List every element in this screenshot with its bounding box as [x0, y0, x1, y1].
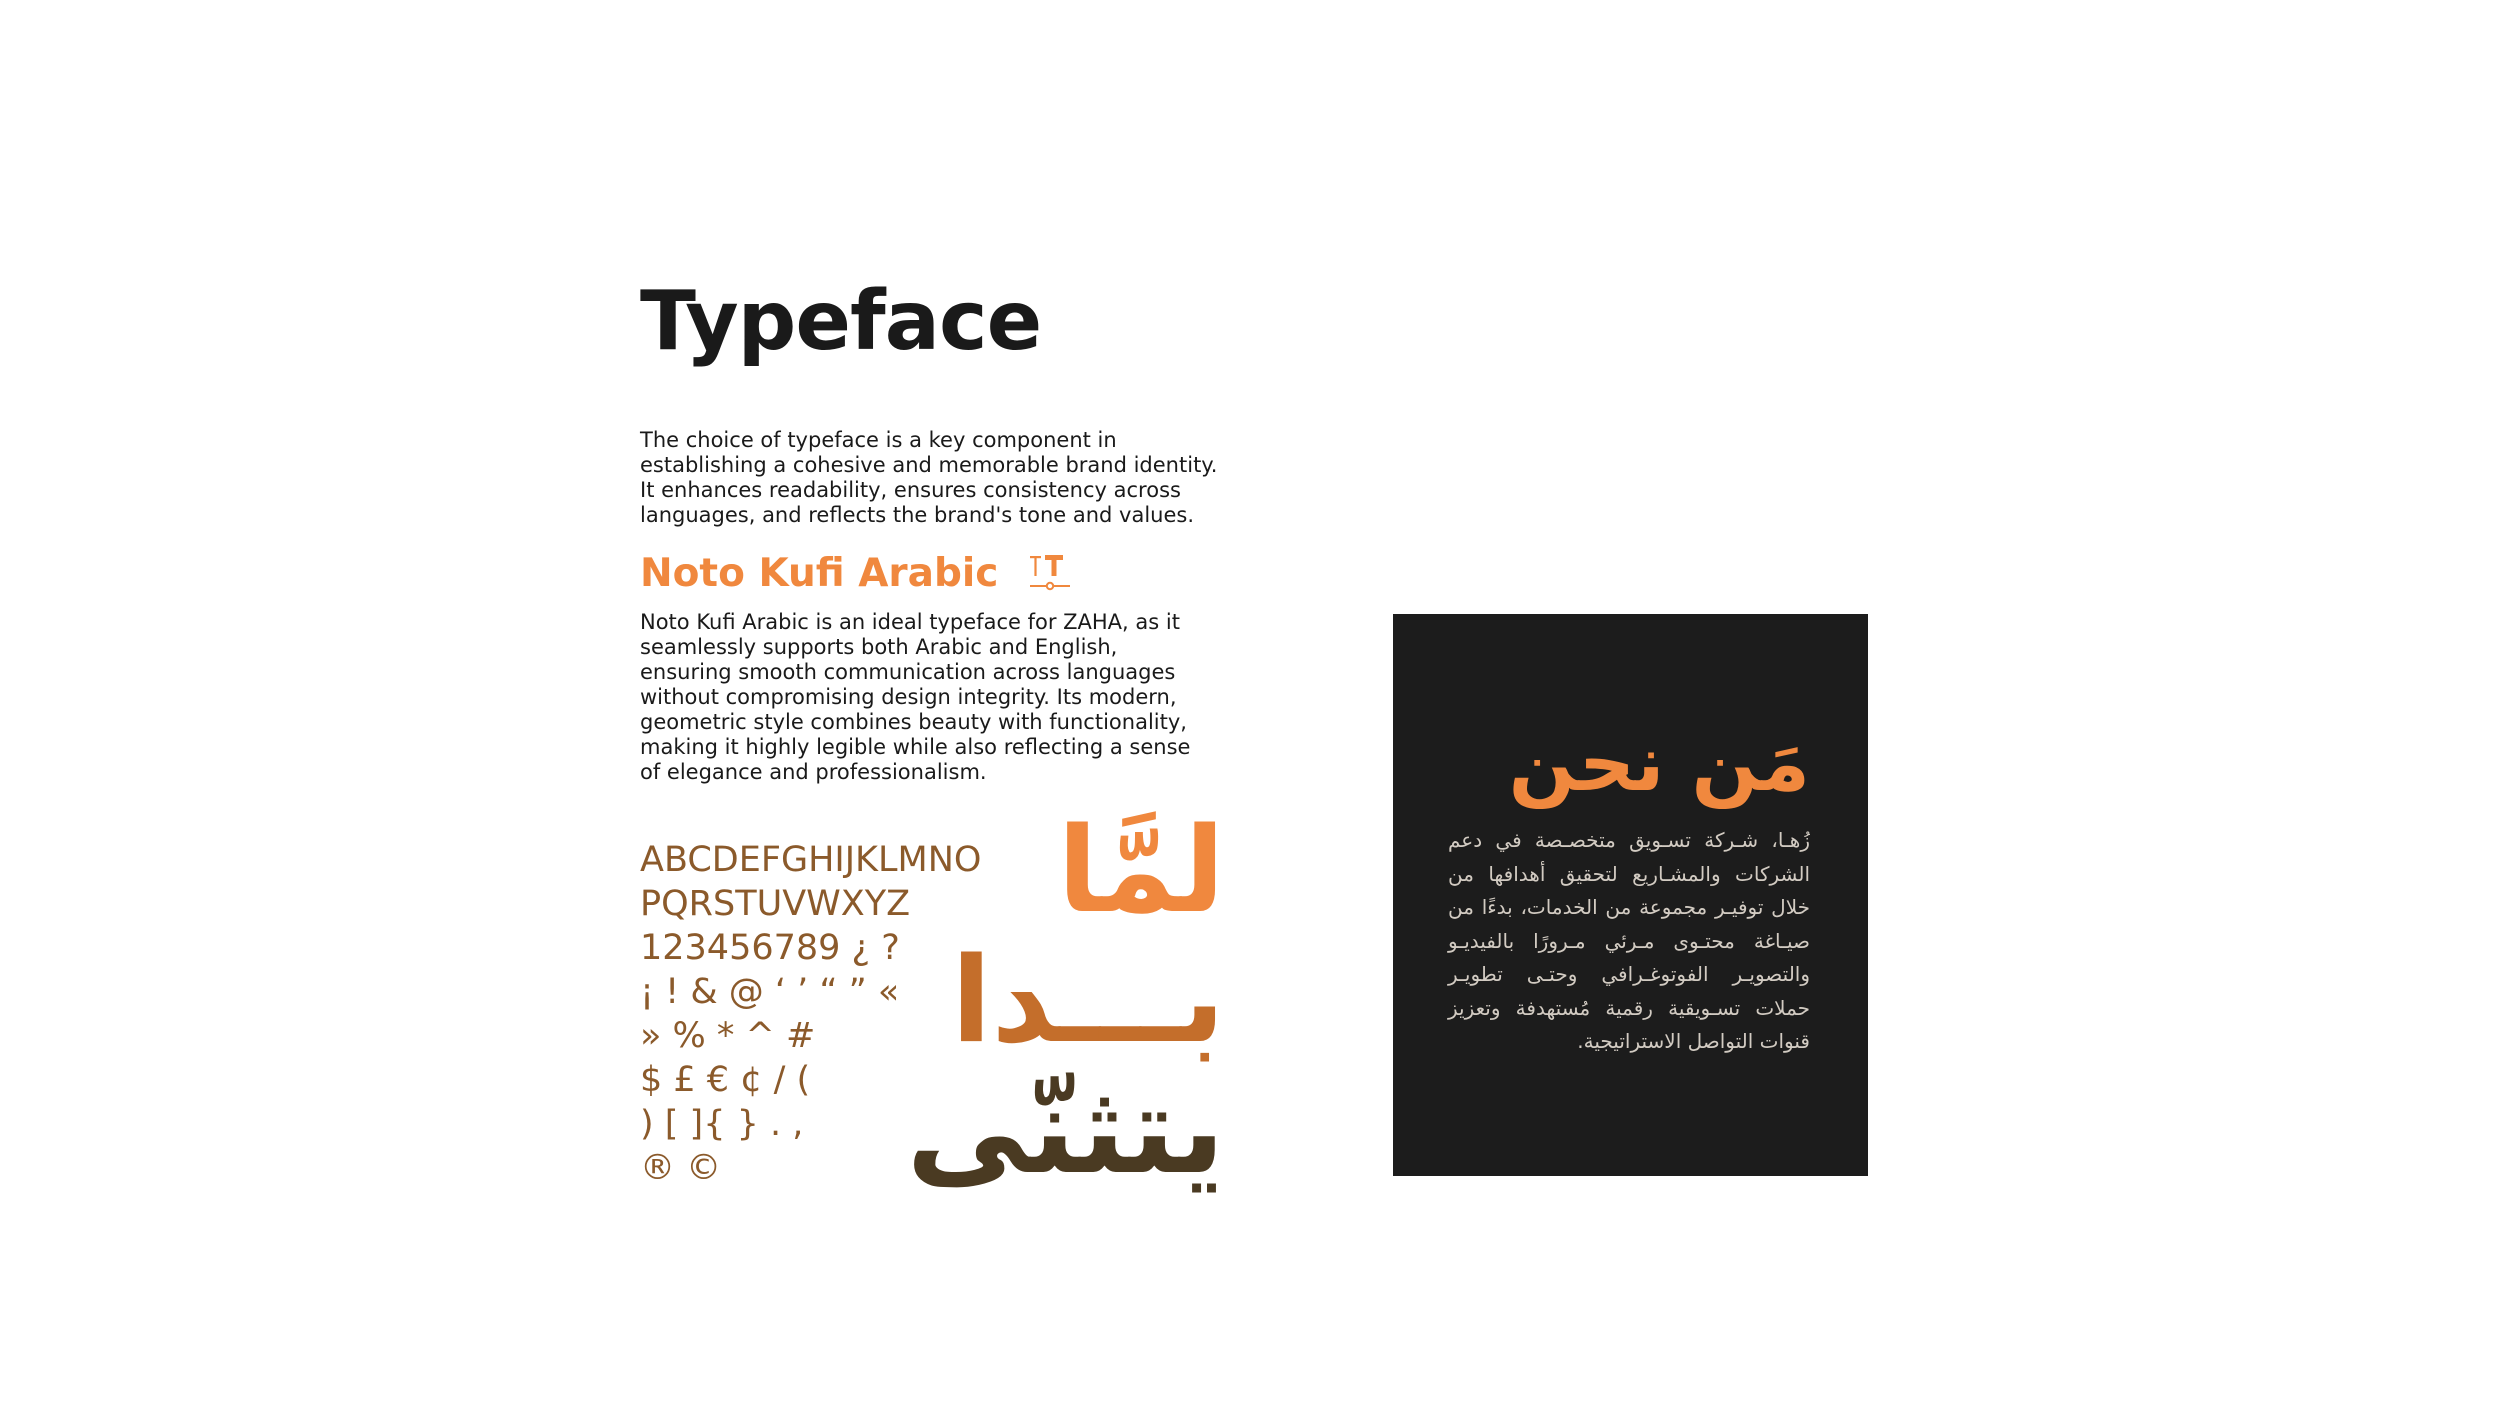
intro-paragraph: The choice of typeface is a key component in establishing a cohesive and memorable brand identity. It enhances readability, ensures consistency across languages, and reflects the brand's tone and values. [640, 428, 1218, 527]
arabic-sample-word-3: يتثنّى [906, 1059, 1225, 1201]
glyph-line: PQRSTUVWXYZ [640, 884, 911, 924]
text-size-icon [1028, 551, 1072, 595]
card-body: زُهـا، شـركة تسـويق متخصـصة في دعم الشركات والمشـاريع لتحقيق أهدافها من خلال توفيـر مجموعة من الخدمات، بدءًا من صيـاغة محتـوى مـرئي مـرورًا بالفيديـو والتصويـر الفوتوغـرافي وحتـى تطويـر حملات تسـويقية رقمية مُستهدفة وتعزيز قنوات التواصل الاستراتيجية. [1448, 828, 1810, 1053]
arabic-sample-word-2: بـــدا [951, 931, 1225, 1069]
font-name-row [640, 545, 1072, 601]
glyph-line: » % * ^ # [640, 1016, 816, 1056]
glyph-line: ABCDEFGHIJKLMNO [640, 840, 982, 880]
glyph-line: ¡ ! & @ ‘ ’ “ ” « [640, 972, 900, 1012]
glyph-line: 123456789 ¿ ? [640, 928, 900, 968]
glyph-line: $ £ € ¢ / ( [640, 1060, 811, 1100]
about-us-card [1393, 614, 1868, 1176]
font-name: Noto Kufi Arabic [640, 550, 999, 596]
glyph-line: ) [ ]{ } . , [640, 1104, 804, 1144]
arabic-sample-word-1: لمَّا [1057, 801, 1225, 939]
glyph-line: ® © [640, 1148, 722, 1188]
page-title: Typeface [640, 274, 1042, 369]
card-title: مَن نحن [1508, 719, 1810, 809]
font-description: Noto Kufi Arabic is an ideal typeface for ZAHA, as it seamlessly supports both Arabic and English, ensuring smooth communication across languages without compromising design integrity. Its modern, geometric style combines beauty with functionality, making it highly legible while also reflecting a sense of elegance and professionalism. [640, 610, 1191, 784]
